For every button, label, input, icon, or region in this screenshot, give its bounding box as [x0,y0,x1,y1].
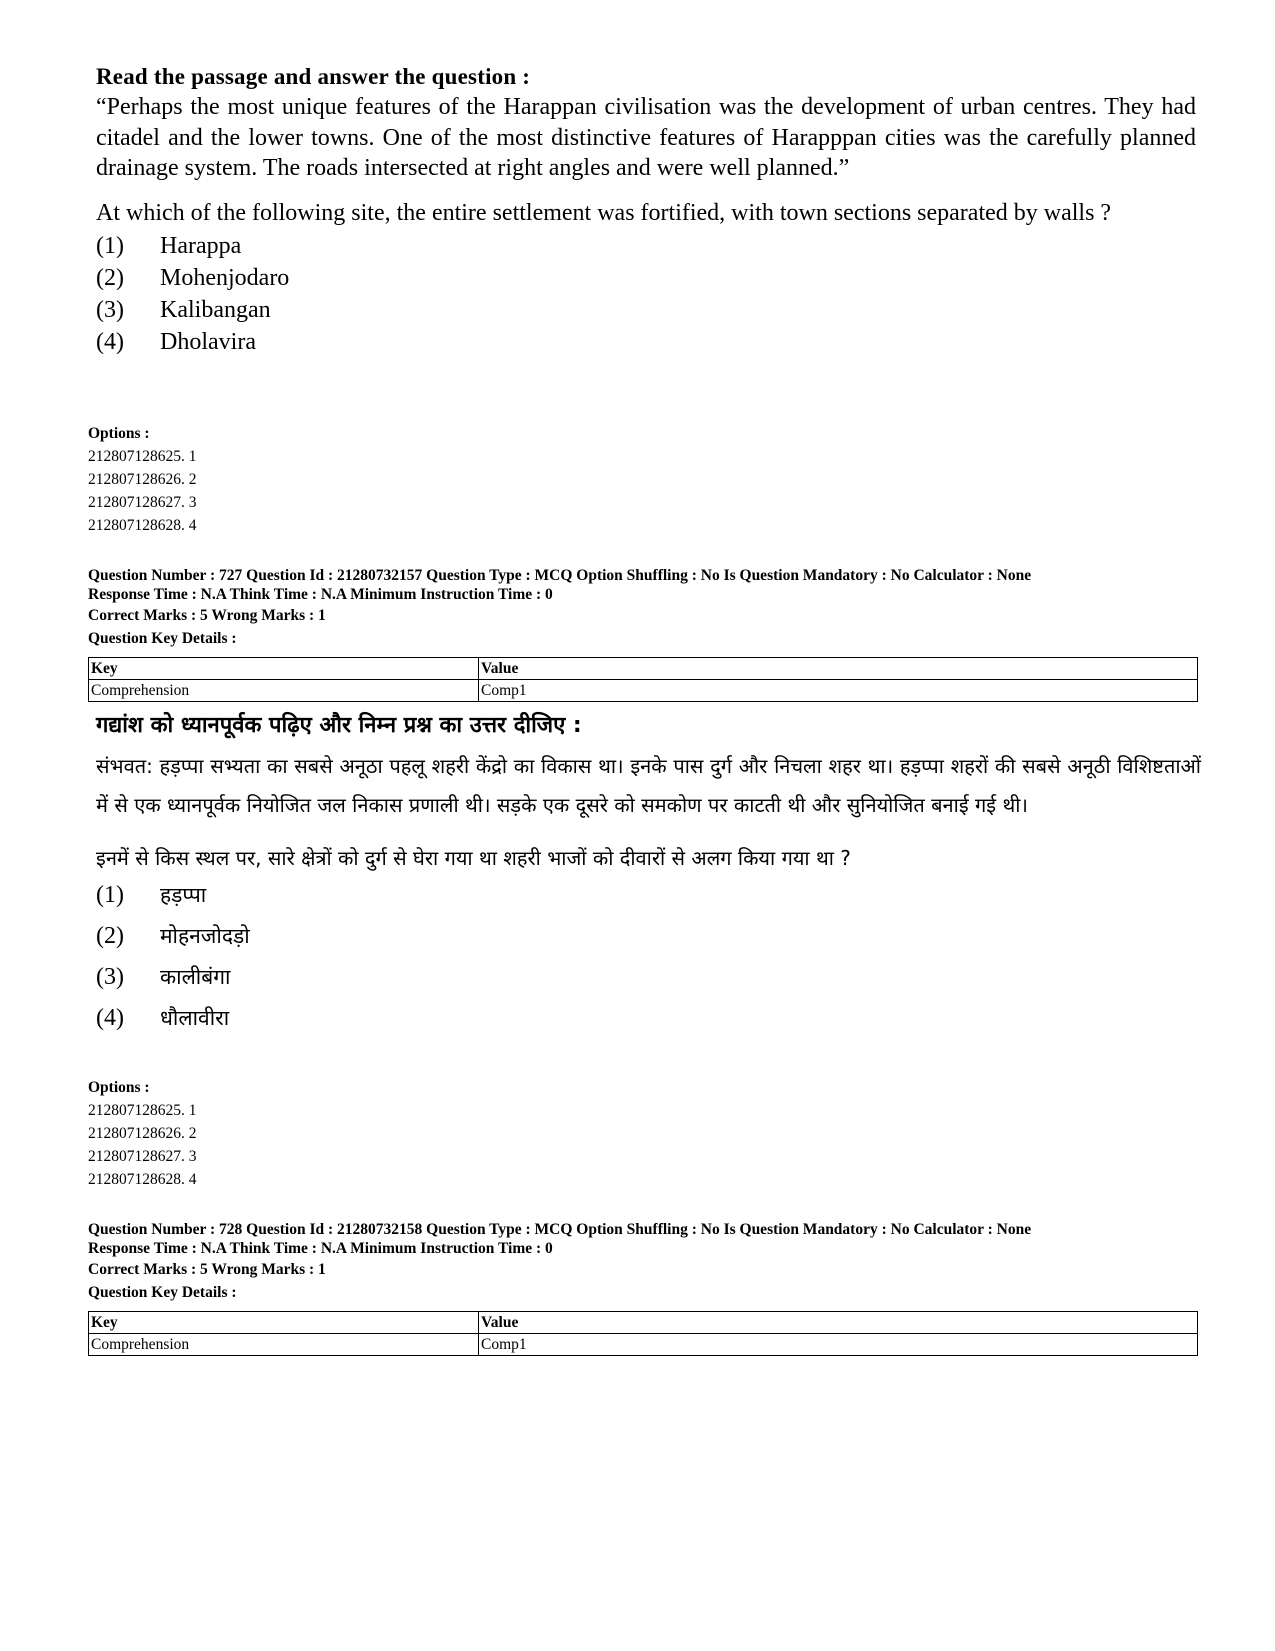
key-header: Key [89,658,479,680]
option-number: (4) [96,329,124,355]
answer-option [96,230,1196,262]
question-text: At which of the following site, the entire settlement was fortified, with town sections separated by walls ? [96,199,1112,226]
option-number: (1) [96,882,124,908]
question-text: इनमें से किस स्थल पर, सारे क्षेत्रों को दुर्ग से घेरा गया था शहरी भाजों को दीवारों से अलग किया गया था ? [96,846,851,870]
option-id: 212807128627. 3 [88,1148,197,1165]
key-cell: Comprehension [89,1334,479,1356]
question-key-table [88,657,1198,702]
comprehension-passage: “Perhaps the most unique features of the Harappan civilisation was the development of urban centres. They had citadel and the lower towns. One of the most distinctive features of Harapppan cities was the carefully planned drainage system. The roads intersected at right angles and were well planned.” [96,94,1196,181]
key-cell: Comprehension [89,680,479,702]
question-key-label: Question Key Details : [88,1284,237,1301]
option-text: Harappa [160,233,242,259]
value-cell: Comp1 [479,680,1198,702]
table-row [89,1334,1198,1356]
question-marks-line: Correct Marks : 5 Wrong Marks : 1 [88,607,326,624]
value-header: Value [479,658,1198,680]
option-id: 212807128627. 3 [88,494,197,511]
option-id: 212807128628. 4 [88,517,197,534]
question-key-label: Question Key Details : [88,630,237,647]
answer-option [96,326,1196,358]
question-info-line: Question Number : 727 Question Id : 21280732157 Question Type : MCQ Option Shuffling : No Is Question Mandatory : No Calculator : None [88,567,1032,584]
option-number: (2) [96,265,124,291]
value-header: Value [479,1312,1198,1334]
question-key-table [88,1311,1198,1356]
comprehension-en [96,62,1196,358]
comprehension-hi [96,711,1201,1039]
comprehension-heading: गद्यांश को ध्यानपूर्वक पढ़िए और निम्न प्रश्न का उत्तर दीजिए : [96,713,582,738]
key-header: Key [89,1312,479,1334]
question-metadata [88,1220,1198,1304]
option-text: Dholavira [160,329,256,355]
option-id: 212807128628. 4 [88,1171,197,1188]
answer-option [96,916,1201,957]
option-number: (2) [96,923,124,949]
option-id: 212807128626. 2 [88,1125,197,1142]
options-label: Options : [88,425,150,442]
option-id: 212807128626. 2 [88,471,197,488]
answer-options [96,875,1201,1039]
options-list [88,422,1198,537]
comprehension-passage: संभवत: हड़प्पा सभ्यता का सबसे अनूठा पहलू शहरी केंद्रो का विकास था। इनके पास दुर्ग और निचला शहर था। हड़प्पा शहरों की सबसे अनूठी विशिष्टताओं में से एक ध्यानपूर्वक नियोजित जल निकास प्रणाली थी। सड़के एक दूसरे को समकोण पर काटती थी और सुनियोजित बनाई गई थी। [96,754,1201,817]
answer-option [96,998,1201,1039]
option-text: धौलावीरा [160,1006,230,1030]
option-id: 212807128625. 1 [88,448,197,465]
question-metadata [88,566,1198,650]
value-cell: Comp1 [479,1334,1198,1356]
option-id: 212807128625. 1 [88,1102,197,1119]
option-text: कालीबंगा [160,965,231,989]
option-text: मोहनजोदड़ो [160,924,250,948]
answer-option [96,294,1196,326]
answer-options [96,230,1196,358]
option-text: Mohenjodaro [160,265,290,291]
question-info-line: Question Number : 728 Question Id : 21280732158 Question Type : MCQ Option Shuffling : No Is Question Mandatory : No Calculator : None [88,1221,1032,1238]
option-number: (3) [96,297,124,323]
option-number: (4) [96,1005,124,1031]
comprehension-heading: Read the passage and answer the question : [96,64,531,89]
option-number: (1) [96,233,124,259]
question-timing-line: Response Time : N.A Think Time : N.A Minimum Instruction Time : 0 [88,586,553,603]
question-timing-line: Response Time : N.A Think Time : N.A Minimum Instruction Time : 0 [88,1240,553,1257]
option-text: Kalibangan [160,297,271,323]
options-label: Options : [88,1079,150,1096]
table-header-row [89,658,1198,680]
answer-option [96,262,1196,294]
table-header-row [89,1312,1198,1334]
question-marks-line: Correct Marks : 5 Wrong Marks : 1 [88,1261,326,1278]
answer-option [96,875,1201,916]
options-list [88,1076,1198,1191]
option-text: हड़प्पा [160,883,207,907]
answer-option [96,957,1201,998]
table-row [89,680,1198,702]
option-number: (3) [96,964,124,990]
